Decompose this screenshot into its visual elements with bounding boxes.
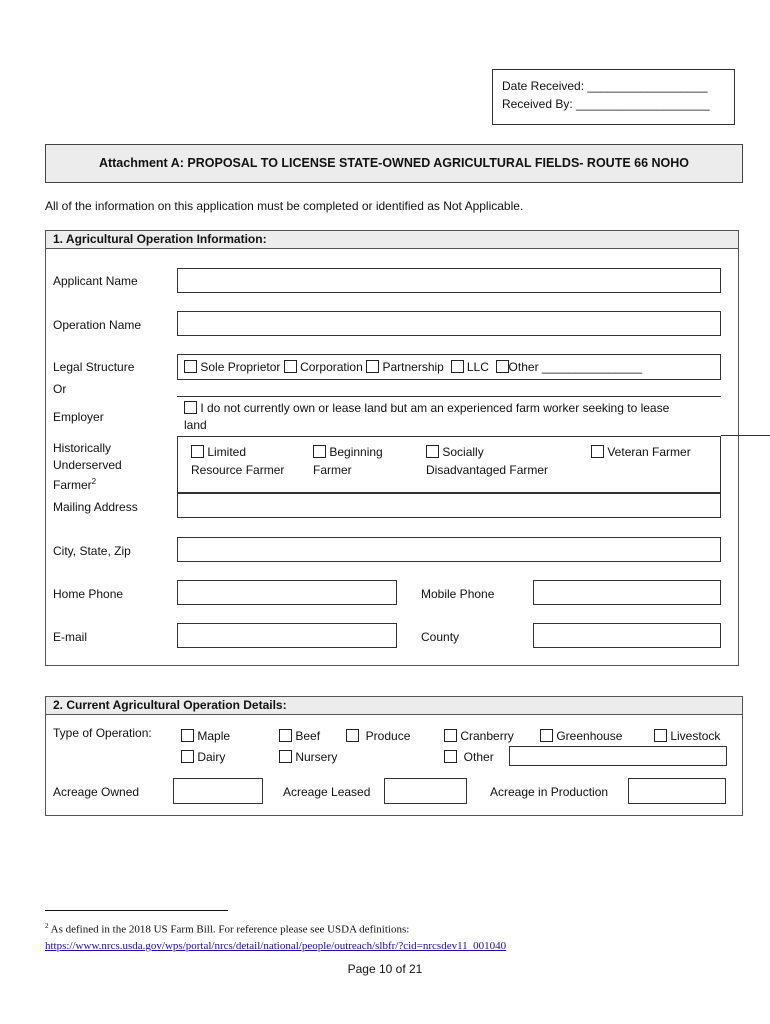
nursery-option [279,748,337,766]
dairy-option [181,748,225,766]
historically-label-2: Underserved [53,458,122,472]
greenhouse-checkbox[interactable] [540,729,553,742]
llc-label: LLC [466,360,489,374]
section1-heading: 1. Agricultural Operation Information: [46,231,738,249]
limited-resource-option [191,443,246,461]
historically-label-1: Historically [53,441,112,455]
acreage-leased-field[interactable] [384,778,467,804]
acreage-owned-label: Acreage Owned [53,785,140,799]
sole-proprietor-label: Sole Proprietor [200,360,281,374]
produce-checkbox[interactable] [346,729,359,742]
or-label: Or [53,382,67,396]
livestock-label: Livestock [670,729,721,743]
beginning-label-2: Farmer [313,463,352,477]
page-title [45,144,743,183]
footnote [45,918,506,954]
cranberry-option [444,727,514,745]
other-structure-label: Other _______________ [508,360,642,374]
dairy-checkbox[interactable] [181,750,194,763]
maple-checkbox[interactable] [181,729,194,742]
cranberry-checkbox[interactable] [444,729,457,742]
dairy-label: Dairy [197,750,226,764]
acreage-leased-label: Acreage Leased [283,785,371,799]
section2-heading: 2. Current Agricultural Operation Details: [46,697,742,715]
mailing-address-field[interactable] [177,493,721,518]
other-type-checkbox[interactable] [444,750,457,763]
employer-label: Employer [53,410,104,424]
city-state-zip-field[interactable] [177,537,721,562]
limited-label-2: Resource Farmer [191,463,285,477]
received-by-line: Received By: ____________________ [502,97,710,111]
beginning-farmer-checkbox[interactable] [313,445,326,458]
usda-definitions-link[interactable]: https://www.nrcs.usda.gov/wps/portal/nrcs/detail/national/people/outreach/slbfr/?cid=nrcsdev11_001040 [45,939,507,952]
beef-label: Beef [295,729,321,743]
county-label: County [421,630,460,644]
employer-option [184,399,669,417]
beginning-label: Beginning [329,445,383,459]
applicant-name-field[interactable] [177,268,721,293]
historically-label-3-text: Farmer [53,478,92,492]
home-phone-field[interactable] [177,580,397,605]
nursery-checkbox[interactable] [279,750,292,763]
sole-proprietor-checkbox[interactable] [184,360,197,373]
partnership-checkbox[interactable] [366,360,379,373]
veteran-farmer-checkbox[interactable] [591,445,604,458]
llc-checkbox[interactable] [451,360,464,373]
limited-resource-checkbox[interactable] [191,445,204,458]
cranberry-label: Cranberry [460,729,514,743]
maple-option [181,727,230,745]
acreage-production-field[interactable] [628,778,726,804]
page-number: Page 10 of 21 [347,962,423,976]
produce-label: Produce [365,729,411,743]
date-received-line: Date Received: __________________ [502,79,708,93]
maple-label: Maple [197,729,231,743]
employer-text-wrap: land [184,418,207,432]
title-text: PROPOSAL TO LICENSE STATE-OWNED AGRICULTURAL FIELDS- ROUTE 66 NOHO [187,156,690,170]
margin-rule [721,435,770,436]
other-type-label: Other [463,750,494,764]
operation-name-field[interactable] [177,311,721,336]
title-prefix: Attachment A: [98,156,188,170]
type-of-operation-label: Type of Operation: [53,726,152,740]
footnote-rule [45,910,228,911]
operation-name-label: Operation Name [53,318,142,332]
beef-checkbox[interactable] [279,729,292,742]
city-state-zip-label: City, State, Zip [53,544,131,558]
limited-label: Limited [207,445,247,459]
livestock-checkbox[interactable] [654,729,667,742]
home-phone-label: Home Phone [53,587,124,601]
email-label: E-mail [53,630,88,644]
mobile-phone-label: Mobile Phone [421,587,495,601]
employer-divider [177,396,721,397]
other-type-field[interactable] [509,746,727,766]
partnership-label: Partnership [382,360,444,374]
footnote-marker: 2 [45,922,49,930]
received-stamp-box [492,69,735,125]
other-structure-checkbox[interactable] [496,360,509,373]
corporation-label: Corporation [300,360,363,374]
footnote-ref-2: 2 [91,477,97,486]
mailing-address-label: Mailing Address [53,500,138,514]
mobile-phone-field[interactable] [533,580,721,605]
nursery-label: Nursery [295,750,338,764]
veteran-label: Veteran Farmer [607,445,691,459]
greenhouse-label: Greenhouse [556,729,623,743]
socially-disadvantaged-option [426,443,484,461]
acreage-production-label: Acreage in Production [490,785,609,799]
socially-disadvantaged-checkbox[interactable] [426,445,439,458]
historically-label-3 [53,473,96,494]
livestock-option [654,727,720,745]
greenhouse-option [540,727,622,745]
footnote-text: As defined in the 2018 US Farm Bill. For reference please see USDA definitions: [48,923,410,936]
applicant-name-label: Applicant Name [53,274,138,288]
socially-label: Socially [442,445,484,459]
corporation-checkbox[interactable] [284,360,297,373]
employer-checkbox[interactable] [184,401,197,414]
legal-structure-options [184,358,642,376]
veteran-farmer-option [591,443,691,461]
beef-option [279,727,320,745]
socially-label-2: Disadvantaged Farmer [426,463,549,477]
employer-text: I do not currently own or lease land but am an experienced farm worker seeking to lease [200,401,670,415]
intro-text: All of the information on this application must be completed or identified as Not Applicable. [45,199,524,213]
other-type-option [444,748,494,766]
acreage-owned-field[interactable] [173,778,263,804]
email-field[interactable] [177,623,397,648]
beginning-farmer-option [313,443,383,461]
county-field[interactable] [533,623,721,648]
legal-structure-label: Legal Structure [53,360,135,374]
produce-option [346,727,410,745]
